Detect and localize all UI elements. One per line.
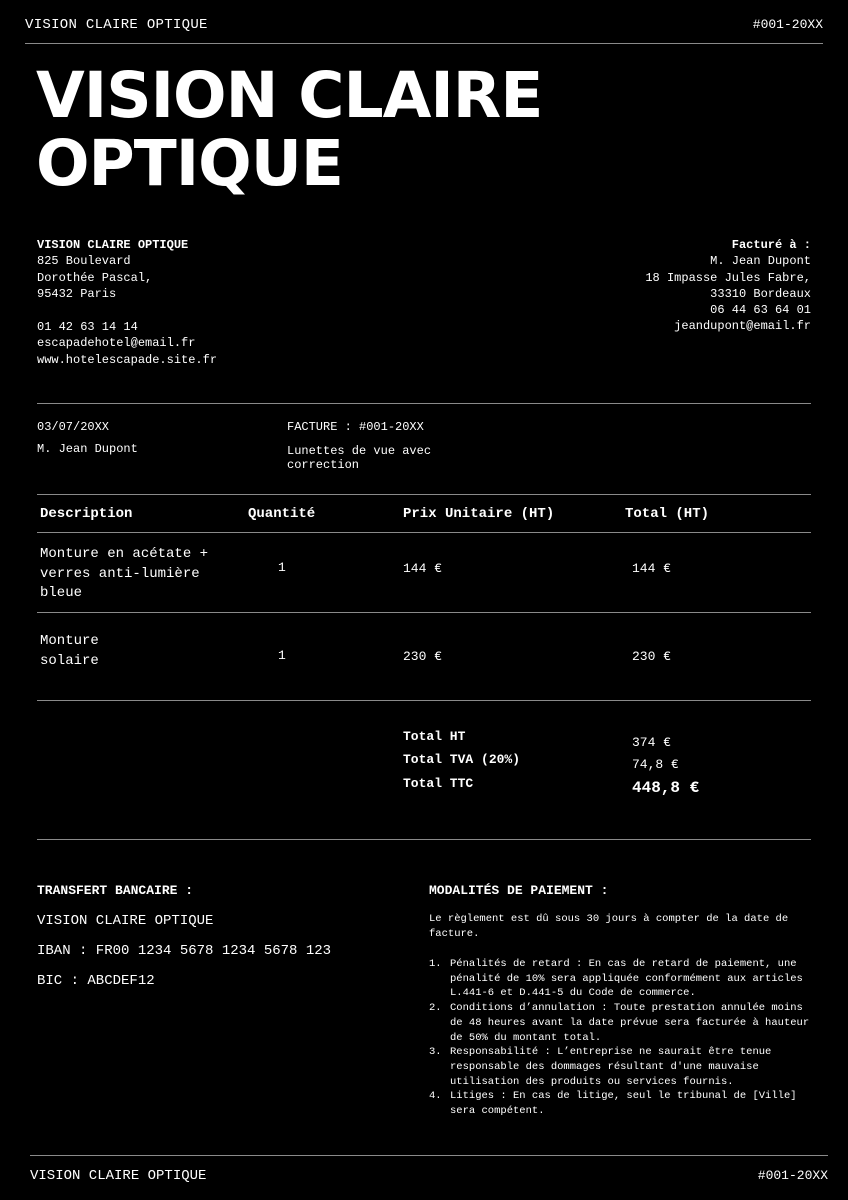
header-divider [25, 43, 823, 44]
buyer-phone: 06 44 63 64 01 [710, 303, 811, 318]
header-invoice-number: #001-20XX [752, 17, 823, 32]
invoice-client: M. Jean Dupont [37, 442, 138, 456]
terms-intro: Le règlement est dû sous 30 jours à compter de la date de facture. [429, 913, 789, 940]
footer-brand: VISION CLAIRE OPTIQUE [30, 1168, 207, 1184]
bank-bic: BIC : ABCDEF12 [37, 973, 155, 989]
seller-phone: 01 42 63 14 14 [37, 320, 138, 334]
total-ht-label: Total HT [403, 729, 466, 744]
seller-address-line2: Dorothée Pascal, [37, 270, 153, 285]
row2-total: 230 € [632, 649, 672, 664]
seller-address-line3: 95432 Paris [37, 286, 117, 301]
seller-contact-block [37, 319, 217, 368]
bank-section-title: TRANSFERT BANCAIRE : [37, 883, 194, 898]
row2-description: Monture solaire [40, 633, 99, 669]
seller-email: escapadehotel@email.fr [37, 336, 196, 351]
table-header-divider [37, 532, 811, 533]
total-tva-value: 74,8 € [632, 757, 679, 772]
buyer-address-line2: 33310 Bordeaux [710, 286, 811, 301]
invoice-number: FACTURE : #001-20XX [287, 420, 424, 434]
seller-name: VISION CLAIRE OPTIQUE [37, 238, 189, 252]
terms-item-text: Responsabilité : L’entreprise ne saurait être tenue responsable des dommages résultant d'une mauvaise utilisation des produits ou services fournis. [450, 1046, 772, 1088]
terms-item-text: Conditions d’annulation : Toute prestation annulée moins de 48 heures avant la date prévue sera facturée à hauteur de 50% du montant total. [450, 1002, 810, 1044]
seller-block [37, 237, 188, 302]
terms-item-text: Pénalités de retard : En cas de retard de paiement, une pénalité de 10% sera appliquée conformément aux articles L.441-6 et D.441-5 du Code de commerce. [450, 958, 803, 1000]
footer-invoice-number: #001-20XX [757, 1168, 828, 1183]
column-header-description: Description [40, 506, 133, 522]
info-divider [37, 403, 811, 404]
row1-description: Monture en acétate + verres anti-lumière bleue [40, 546, 209, 601]
buyer-label: Facturé à : [731, 238, 811, 252]
seller-address-line1: 825 Boulevard [37, 254, 131, 269]
total-ttc-label: Total TTC [403, 776, 474, 791]
seller-website: www.hotelescapade.site.fr [37, 352, 218, 367]
column-header-total: Total (HT) [625, 506, 710, 522]
terms-list [429, 957, 814, 1119]
row1-unit-price: 144 € [403, 561, 443, 576]
totals-divider [37, 839, 811, 840]
column-header-unit-price: Prix Unitaire (HT) [403, 506, 555, 522]
buyer-block [645, 237, 811, 335]
terms-item-text: Litiges : En cas de litige, seul le tribunal de [Ville] sera compétent. [450, 1090, 797, 1118]
terms-item: 3. Responsabilité : L’entreprise ne saurait être tenue responsable des dommages résultant d'une mauvaise utilisation des produits ou services fournis. [429, 1046, 772, 1088]
terms-item: 1. Pénalités de retard : En cas de retard de paiement, une pénalité de 10% sera appliquée conformément aux articles L.441-6 et D.441-5 du Code de commerce. [429, 958, 803, 1000]
terms-section-title: MODALITÉS DE PAIEMENT : [429, 883, 609, 898]
header-brand: VISION CLAIRE OPTIQUE [25, 17, 208, 33]
invoice-description: Lunettes de vue avec correction [287, 444, 432, 472]
buyer-email: jeandupont@email.fr [674, 319, 811, 334]
table-top-divider [37, 494, 811, 495]
table-row-divider [37, 612, 811, 613]
footer-divider [30, 1155, 828, 1156]
buyer-address-line1: 18 Impasse Jules Fabre, [645, 270, 811, 285]
row2-quantity: 1 [278, 648, 286, 663]
total-ht-value: 374 € [632, 735, 672, 750]
page-title-line2: OPTIQUE [36, 127, 343, 200]
row2-unit-price: 230 € [403, 649, 443, 664]
column-header-quantity: Quantité [248, 506, 316, 522]
invoice-date: 03/07/20XX [37, 420, 110, 434]
table-bottom-divider [37, 700, 811, 701]
page-title [36, 59, 543, 200]
total-ttc-value: 448,8 € [632, 779, 700, 797]
bank-iban: IBAN : FR00 1234 5678 1234 5678 123 [37, 943, 332, 959]
terms-item: 4. Litiges : En cas de litige, seul le tribunal de [Ville] sera compétent. [429, 1090, 797, 1118]
row1-quantity: 1 [278, 560, 286, 575]
terms-item: 2. Conditions d’annulation : Toute prestation annulée moins de 48 heures avant la date prévue sera facturée à hauteur de 50% du montant total. [429, 1002, 810, 1044]
total-tva-label: Total TVA (20%) [403, 752, 521, 767]
buyer-name: M. Jean Dupont [710, 254, 811, 269]
bank-account-name: VISION CLAIRE OPTIQUE [37, 913, 214, 929]
row1-total: 144 € [632, 561, 672, 576]
page-title-line1: VISION CLAIRE [36, 59, 543, 132]
